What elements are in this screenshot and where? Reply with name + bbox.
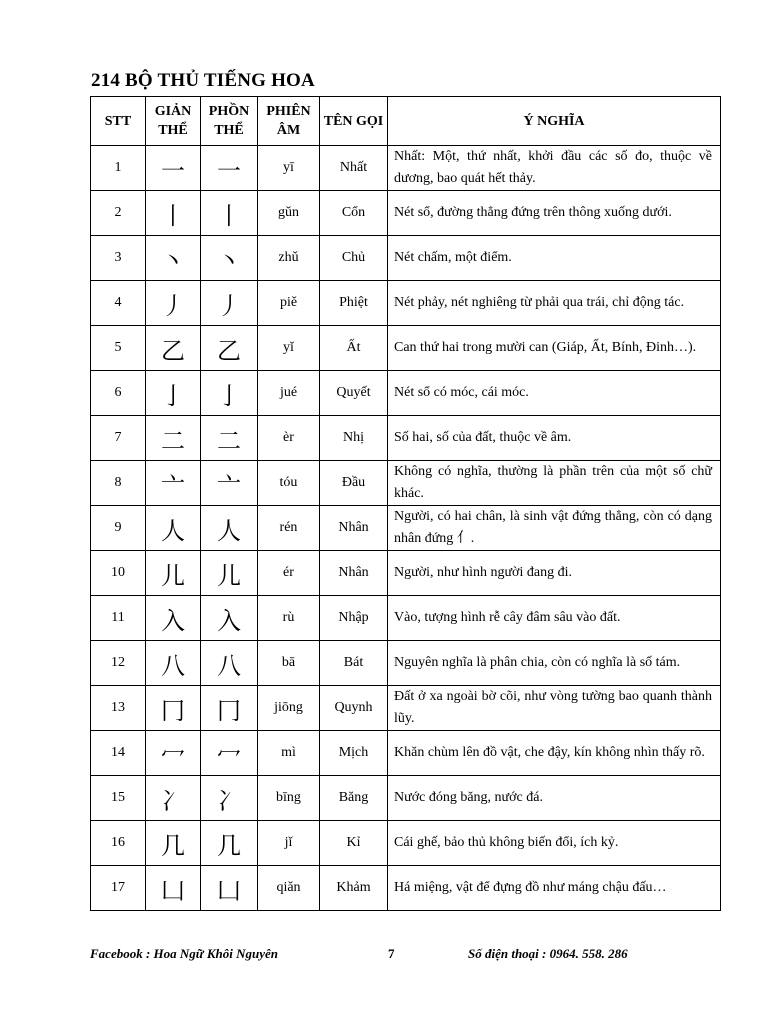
cell-name: Nhân	[320, 506, 388, 551]
table-row	[91, 191, 721, 236]
cell-meaning: Can thứ hai trong mười can (Giáp, Ất, Bính, Đinh…).	[388, 326, 721, 371]
cell-stt: 2	[91, 191, 146, 236]
cell-traditional-radical: 二	[201, 416, 258, 461]
cell-simplified-radical: 丶	[146, 236, 201, 281]
document-title: 214 BỘ THỦ TIẾNG HOA	[91, 70, 315, 91]
cell-traditional-radical: 冫	[201, 776, 258, 821]
cell-traditional-radical: 入	[201, 596, 258, 641]
cell-name: Băng	[320, 776, 388, 821]
cell-name: Nhất	[320, 146, 388, 191]
cell-traditional-radical: 儿	[201, 551, 258, 596]
cell-simplified-radical: 亅	[146, 371, 201, 416]
table-row	[91, 686, 721, 731]
cell-pinyin: jiōng	[258, 686, 320, 731]
table-row	[91, 731, 721, 776]
cell-name: Bát	[320, 641, 388, 686]
cell-stt: 11	[91, 596, 146, 641]
table-row	[91, 506, 721, 551]
cell-meaning: Khăn chùm lên đồ vật, che đậy, kín không nhìn thấy rõ.	[388, 731, 721, 776]
table-row	[91, 371, 721, 416]
cell-meaning: Nhất: Một, thứ nhất, khởi đầu các số đo, thuộc về dương, bao quát hết thảy.	[388, 146, 721, 191]
cell-meaning: Cái ghế, bảo thủ không biến đổi, ích kỷ.	[388, 821, 721, 866]
cell-pinyin: gǔn	[258, 191, 320, 236]
header-gian-the: GIẢN THỂ	[146, 97, 201, 146]
cell-stt: 1	[91, 146, 146, 191]
cell-stt: 7	[91, 416, 146, 461]
cell-meaning: Nước đóng băng, nước đá.	[388, 776, 721, 821]
cell-name: Chủ	[320, 236, 388, 281]
cell-pinyin: yī	[258, 146, 320, 191]
cell-simplified-radical: 乙	[146, 326, 201, 371]
cell-name: Nhân	[320, 551, 388, 596]
cell-stt: 5	[91, 326, 146, 371]
cell-traditional-radical: 丶	[201, 236, 258, 281]
cell-stt: 16	[91, 821, 146, 866]
cell-traditional-radical: 乙	[201, 326, 258, 371]
cell-simplified-radical: 冫	[146, 776, 201, 821]
cell-meaning: Há miệng, vật để đựng đồ như máng chậu đấu…	[388, 866, 721, 911]
cell-stt: 3	[91, 236, 146, 281]
cell-stt: 10	[91, 551, 146, 596]
cell-name: Kỉ	[320, 821, 388, 866]
cell-name: Nhị	[320, 416, 388, 461]
table-row	[91, 281, 721, 326]
table-body	[91, 146, 721, 911]
cell-name: Quyết	[320, 371, 388, 416]
cell-meaning: Số hai, số của đất, thuộc về âm.	[388, 416, 721, 461]
cell-stt: 13	[91, 686, 146, 731]
table-row	[91, 461, 721, 506]
cell-pinyin: tóu	[258, 461, 320, 506]
cell-name: Nhập	[320, 596, 388, 641]
cell-traditional-radical: 亠	[201, 461, 258, 506]
cell-stt: 8	[91, 461, 146, 506]
cell-stt: 17	[91, 866, 146, 911]
cell-name: Quynh	[320, 686, 388, 731]
cell-simplified-radical: 冂	[146, 686, 201, 731]
header-phien-am: PHIÊN ÂM	[258, 97, 320, 146]
cell-meaning: Nguyên nghĩa là phân chia, còn có nghĩa là số tám.	[388, 641, 721, 686]
cell-simplified-radical: 二	[146, 416, 201, 461]
cell-name: Phiệt	[320, 281, 388, 326]
header-y-nghia: Ý NGHĨA	[388, 97, 721, 146]
cell-traditional-radical: 人	[201, 506, 258, 551]
cell-traditional-radical: 丿	[201, 281, 258, 326]
cell-stt: 4	[91, 281, 146, 326]
cell-traditional-radical: 几	[201, 821, 258, 866]
table-row	[91, 416, 721, 461]
cell-simplified-radical: 入	[146, 596, 201, 641]
cell-simplified-radical: 儿	[146, 551, 201, 596]
table-row	[91, 641, 721, 686]
cell-name: Ất	[320, 326, 388, 371]
cell-traditional-radical: 亅	[201, 371, 258, 416]
cell-stt: 9	[91, 506, 146, 551]
cell-simplified-radical: 凵	[146, 866, 201, 911]
cell-simplified-radical: 亠	[146, 461, 201, 506]
cell-traditional-radical: 凵	[201, 866, 258, 911]
table-row	[91, 146, 721, 191]
table-row	[91, 326, 721, 371]
cell-pinyin: piě	[258, 281, 320, 326]
header-ten-goi: TÊN GỌI	[320, 97, 388, 146]
cell-meaning: Nét phảy, nét nghiêng từ phải qua trái, chỉ động tác.	[388, 281, 721, 326]
cell-meaning: Nét chấm, một điểm.	[388, 236, 721, 281]
header-phon-the: PHỒN THỂ	[201, 97, 258, 146]
cell-name: Đầu	[320, 461, 388, 506]
table-header-row	[91, 97, 721, 146]
cell-simplified-radical: 丨	[146, 191, 201, 236]
cell-pinyin: jué	[258, 371, 320, 416]
cell-simplified-radical: 一	[146, 146, 201, 191]
radicals-table	[90, 96, 721, 911]
header-stt: STT	[91, 97, 146, 146]
cell-pinyin: qiǎn	[258, 866, 320, 911]
cell-simplified-radical: 丿	[146, 281, 201, 326]
cell-simplified-radical: 几	[146, 821, 201, 866]
cell-traditional-radical: 冖	[201, 731, 258, 776]
cell-name: Khảm	[320, 866, 388, 911]
cell-simplified-radical: 八	[146, 641, 201, 686]
cell-pinyin: zhǔ	[258, 236, 320, 281]
cell-traditional-radical: 冂	[201, 686, 258, 731]
page-number: 7	[388, 946, 395, 961]
table-row	[91, 821, 721, 866]
cell-meaning: Người, có hai chân, là sinh vật đứng thẳng, còn có dạng nhân đứng 亻.	[388, 506, 721, 551]
cell-meaning: Không có nghĩa, thường là phần trên của một số chữ khác.	[388, 461, 721, 506]
cell-stt: 6	[91, 371, 146, 416]
cell-meaning: Nét sổ, đường thẳng đứng trên thông xuống dưới.	[388, 191, 721, 236]
table-row	[91, 596, 721, 641]
cell-meaning: Nét sổ có móc, cái móc.	[388, 371, 721, 416]
footer-phone: Số điện thoại : 0964. 558. 286	[468, 946, 628, 961]
cell-stt: 15	[91, 776, 146, 821]
cell-simplified-radical: 人	[146, 506, 201, 551]
cell-stt: 14	[91, 731, 146, 776]
cell-pinyin: jǐ	[258, 821, 320, 866]
cell-pinyin: bā	[258, 641, 320, 686]
cell-meaning: Đất ở xa ngoài bờ cõi, như vòng tường bao quanh thành lũy.	[388, 686, 721, 731]
page-footer	[90, 946, 720, 966]
cell-name: Mịch	[320, 731, 388, 776]
cell-meaning: Người, như hình người đang đi.	[388, 551, 721, 596]
cell-pinyin: èr	[258, 416, 320, 461]
cell-name: Cổn	[320, 191, 388, 236]
table-row	[91, 551, 721, 596]
cell-traditional-radical: 丨	[201, 191, 258, 236]
cell-pinyin: ér	[258, 551, 320, 596]
cell-pinyin: rén	[258, 506, 320, 551]
cell-pinyin: yǐ	[258, 326, 320, 371]
table-row	[91, 236, 721, 281]
cell-pinyin: mì	[258, 731, 320, 776]
cell-traditional-radical: 八	[201, 641, 258, 686]
table-row	[91, 866, 721, 911]
cell-pinyin: rù	[258, 596, 320, 641]
table-row	[91, 776, 721, 821]
cell-simplified-radical: 冖	[146, 731, 201, 776]
cell-meaning: Vào, tượng hình rễ cây đâm sâu vào đất.	[388, 596, 721, 641]
cell-stt: 12	[91, 641, 146, 686]
cell-traditional-radical: 一	[201, 146, 258, 191]
cell-pinyin: bīng	[258, 776, 320, 821]
footer-facebook: Facebook : Hoa Ngữ Khôi Nguyên	[90, 946, 278, 961]
